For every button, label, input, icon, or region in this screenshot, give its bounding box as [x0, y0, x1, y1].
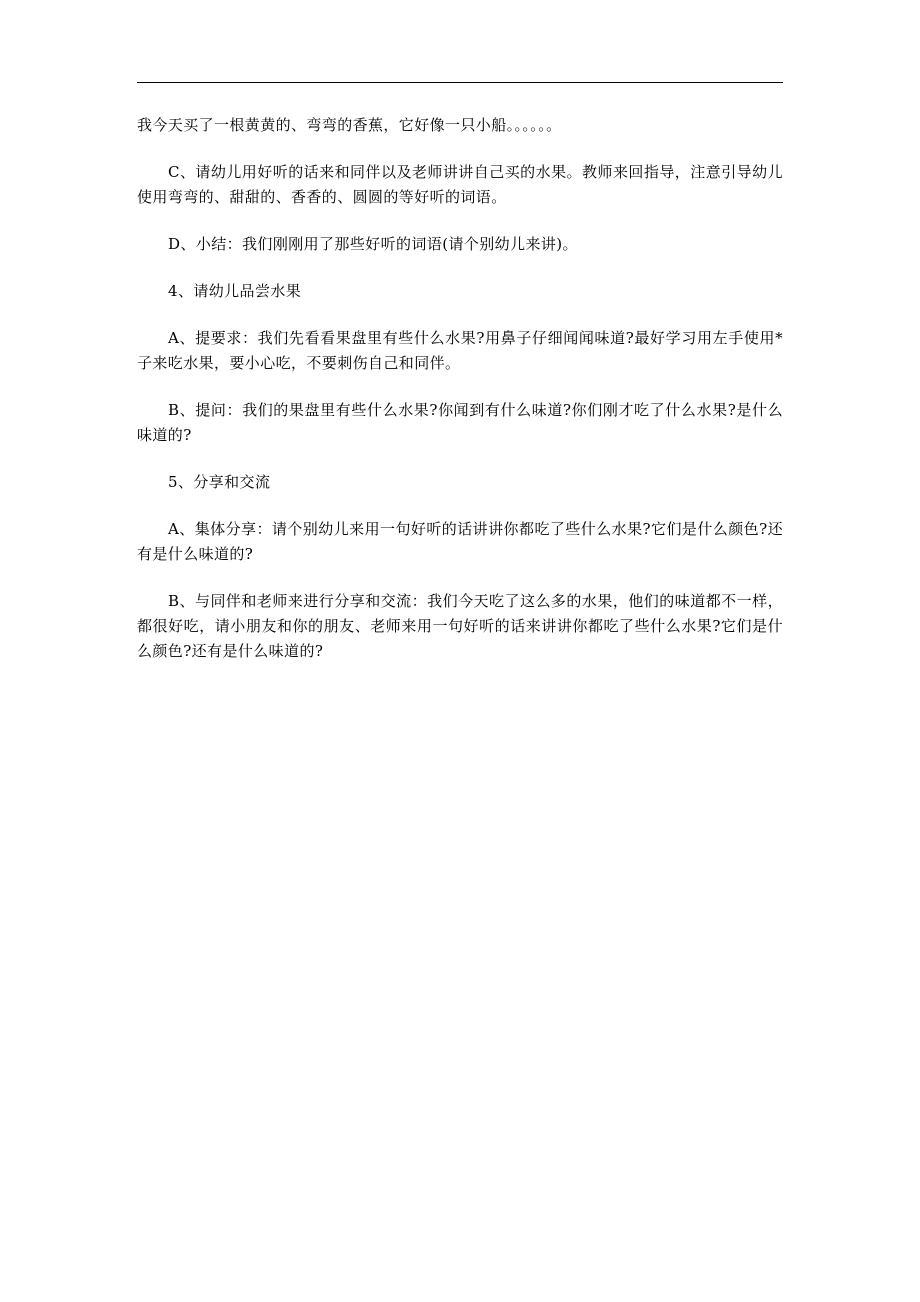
paragraph-step-5b: B、与同伴和老师来进行分享和交流：我们今天吃了这么多的水果，他们的味道都不一样，都很好吃，请小朋友和你的朋友、老师来用一句好听的话来讲讲你都吃了些什么水果?它们是什么颜色?还有是什么味道的?	[137, 592, 783, 660]
paragraph-section-4-heading: 4、请幼儿品尝水果	[168, 282, 302, 300]
paragraph-step-c: C、请幼儿用好听的话来和同伴以及老师讲讲自己买的水果。教师来回指导，注意引导幼儿使用弯弯的、甜甜的、香香的、圆圆的等好听的词语。	[137, 163, 783, 206]
paragraph-step-4b: B、提问：我们的果盘里有些什么水果?你闻到有什么味道?你们刚才吃了什么水果?是什么味道的?	[137, 401, 783, 444]
paragraph-step-4a: A、提要求：我们先看看果盘里有些什么水果?用鼻子仔细闻闻味道?最好学习用左手使用*子来吃水果，要小心吃，不要刺伤自己和同伴。	[137, 329, 783, 372]
document-body	[137, 113, 783, 686]
header-rule	[137, 82, 783, 83]
paragraph-step-5a: A、集体分享：请个别幼儿来用一句好听的话讲讲你都吃了些什么水果?它们是什么颜色?还有是什么味道的?	[137, 520, 783, 563]
paragraph-section-5-heading: 5、分享和交流	[168, 473, 271, 491]
paragraph-banana: 我今天买了一根黄黄的、弯弯的香蕉，它好像一只小船。。。。。。	[137, 116, 562, 134]
paragraph-step-d: D、小结：我们刚刚用了那些好听的词语(请个别幼儿来讲)。	[168, 235, 578, 253]
